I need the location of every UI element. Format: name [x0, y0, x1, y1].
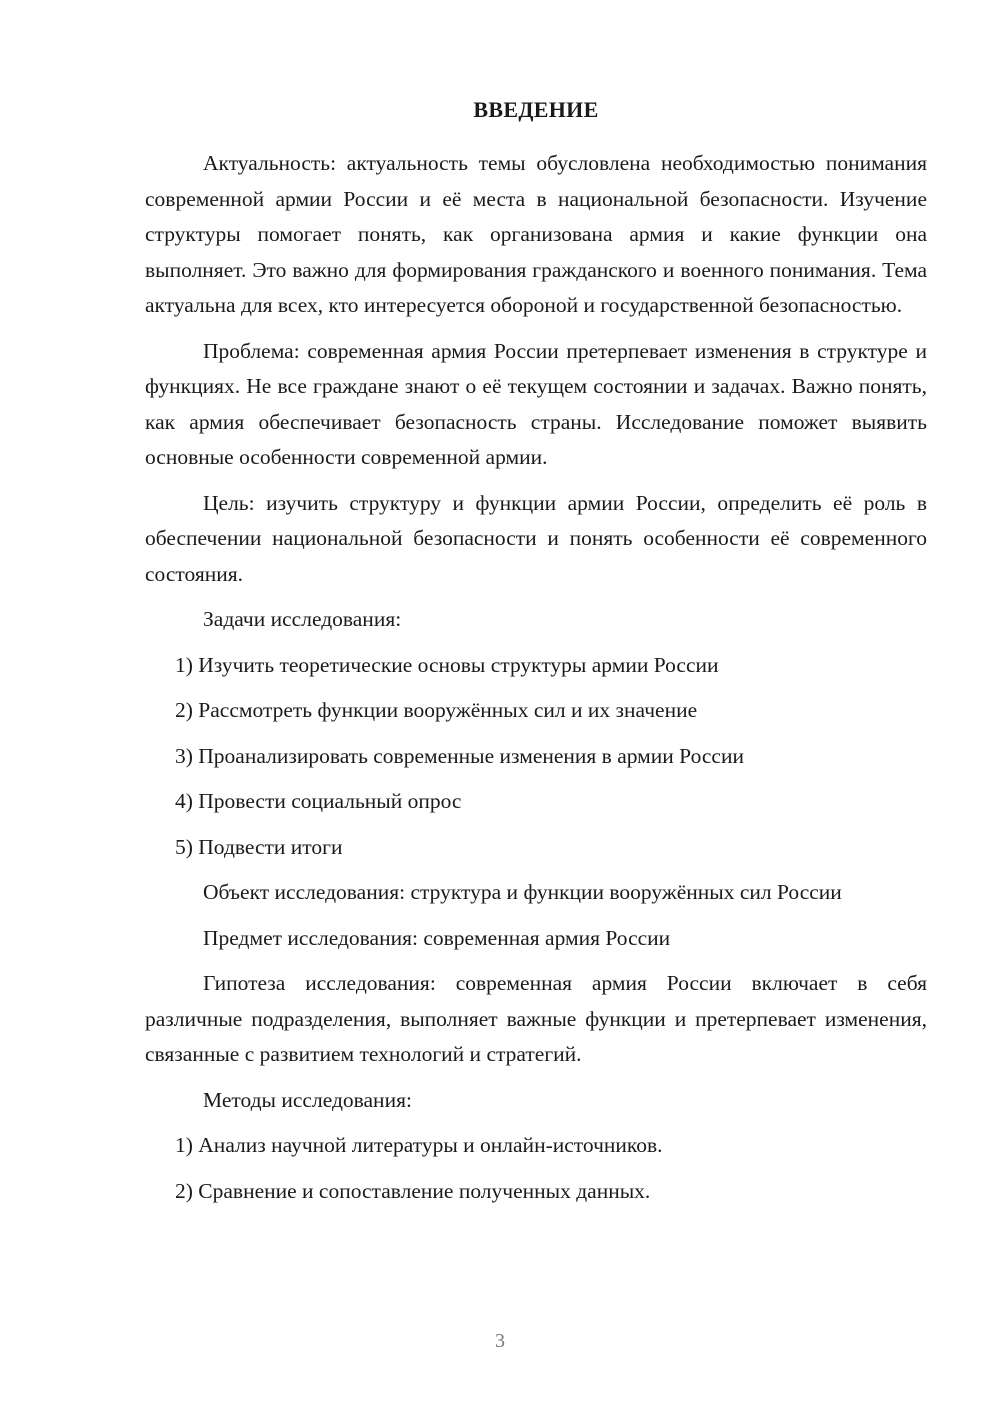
- methods-heading: Методы исследования:: [203, 1087, 412, 1112]
- subject-paragraph: Предмет исследования: современная армия России: [203, 925, 671, 950]
- list-item: 3) Проанализировать современные изменения в армии России: [175, 743, 744, 768]
- document-page: [145, 94, 927, 1219]
- hypothesis-paragraph: Гипотеза исследования: современная армия России включает в себя различные подразделения, выполняет важные функции и претерпевает изменения, связанные с развитием технологий и стратегий.: [145, 971, 927, 1066]
- tasks-heading: Задачи исследования:: [203, 607, 402, 631]
- relevance-paragraph: Актуальность: актуальность темы обусловлена необходимостью понимания современной армии России и её места в национальной безопасности. Изучение структуры помогает понять, как организована армия и какие функции она выполняет. Это важно для формирования гражданского и военного понимания. Тема актуальна для всех, кто интересуется обороной и государственной безопасностью.: [145, 151, 927, 317]
- list-item: 2) Рассмотреть функции вооружённых сил и их значение: [175, 698, 698, 722]
- list-item: 4) Провести социальный опрос: [175, 789, 462, 813]
- list-item: 1) Анализ научной литературы и онлайн-источников.: [175, 1133, 663, 1157]
- goal-paragraph: Цель: изучить структуру и функции армии России, определить её роль в обеспечении национальной безопасности и понять особенности её современного состояния.: [145, 490, 927, 586]
- list-item: 1) Изучить теоретические основы структуры армии России: [175, 652, 719, 677]
- list-item: 2) Сравнение и сопоставление полученных данных.: [175, 1178, 651, 1203]
- page-number: 3: [495, 1330, 505, 1352]
- object-paragraph: Объект исследования: структура и функции вооружённых сил России: [203, 880, 842, 904]
- tasks-list: [145, 648, 927, 866]
- page-title: ВВЕДЕНИЕ: [473, 97, 599, 122]
- list-item: 5) Подвести итоги: [175, 834, 343, 859]
- problem-paragraph: Проблема: современная армия России претерпевает изменения в структуре и функциях. Не все граждане знают о её текущем состоянии и задачах. Важно понять, как армия обеспечивает безопасность страны. Исследование поможет выявить основные особенности современной армии.: [145, 338, 927, 469]
- methods-list: [145, 1128, 927, 1209]
